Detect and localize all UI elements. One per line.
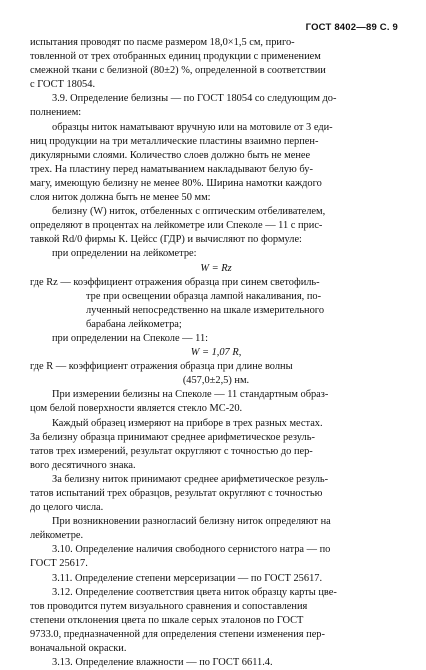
text-line: слоя ниток должна быть не менее 50 мм: [30,192,211,204]
section-3-9-heading: 3.9. Определение белизны — по ГОСТ 18054 со следующим до- [52,93,337,105]
text-line: образцы ниток наматывают вручную или на мотовиле от 3 еди- [52,121,333,133]
section-3-11-heading: 3.11. Определение степени мерсеризации — по ГОСТ 25617. [52,572,323,584]
text-line: полнением: [30,107,82,119]
text-line: (457,0±2,5) нм. [182,375,250,387]
text-line: цом белой поверхности является стекло МС-20. [30,403,243,415]
text-line: 9733.0, предназначенной для определения степени изменения пер- [30,628,325,640]
text-line: При измерении белизны на Спеколе — 11 стандартным образ- [52,389,329,401]
text-line: испытания проводят по пасме размером 18,0×1,5 см, приго- [30,37,295,48]
section-3-10-heading: 3.10. Определение наличия свободного сернистого натра — по [52,544,331,556]
text-line: степени отклонения цвета по шкале серых эталонов по ГОСТ [30,614,304,626]
text-line: дикулярными слоями. Количество слоев должно быть не менее [30,149,311,161]
text-line: тавкой Rd/0 фирмы К. Цейсс (ГДР) и вычисляют по формуле: [30,234,302,246]
text-line: тре при освещении образца лампой накаливания, по- [86,290,322,302]
text-line: ниц продукции на три металлические пластины взаимно перпен- [30,135,319,147]
text-line: татов трех измерений, результат округляют с точностью до пер- [30,445,313,457]
text-line: лейкометре. [30,530,84,542]
text-line: При возникновении разногласий белизну ниток определяют на [52,516,331,528]
text-line: до целого числа. [30,502,104,514]
text-line: определяют в процентах на лейкометре или Спеколе — 11 с прис- [30,220,323,232]
text-line: татов испытаний трех образцов, результат округляют с точностью [30,488,323,499]
text-line: воначальной окраски. [30,643,127,655]
text-line: трех. На пластину перед наматыванием накладывают белую бу- [30,163,313,175]
text-line: где Rz — коэффициент отражения образца при синем светофиль- [30,276,320,288]
text-line: при определении на Спеколе — 11: [52,332,209,344]
page-header: ГОСТ 8402—89 С. 9 [305,22,398,33]
text-line: магу, имеющую белизну не менее 80%. Ширина намотки каждого [30,177,322,189]
text-line: с ГОСТ 18054. [30,79,96,91]
text-line: смежной ткани с белизной (80±2) %, определенной в соответствии [30,65,326,77]
text-line: За белизну образца принимают среднее арифметическое резуль- [30,431,315,443]
text-line: За белизну ниток принимают среднее арифметическое резуль- [52,473,329,485]
section-3-12-heading: 3.12. Определение соответствия цвета ниток образцу карты цве- [52,586,337,598]
text-line: белизну (W) ниток, отбеленных с оптическим отбеливателем, [52,206,326,218]
text-line: барабана лейкометра; [86,318,182,330]
section-3-13-heading: 3.13. Определение влажности — по ГОСТ 6611.4. [52,657,273,669]
formula-spekol: W = 1,07 R, [190,347,242,359]
text-line: товленной от трех отобранных единиц продукции с применением [30,51,321,63]
formula-leucometer: W = Rz [200,262,232,274]
text-line: Каждый образец измеряют на приборе в трех разных местах. [52,417,323,429]
text-line: лученный непосредственно на шкале измерительного [86,304,325,316]
text-line: где R — коэффициент отражения образца при длине волны [30,361,293,373]
body-text [30,36,402,670]
text-line: тов проводится путем визуального сравнения и сопоставления [30,600,308,612]
text-line: ГОСТ 25617. [30,558,88,570]
text-line: вого десятичного знака. [30,459,136,471]
text-line: при определении на лейкометре: [52,248,197,260]
